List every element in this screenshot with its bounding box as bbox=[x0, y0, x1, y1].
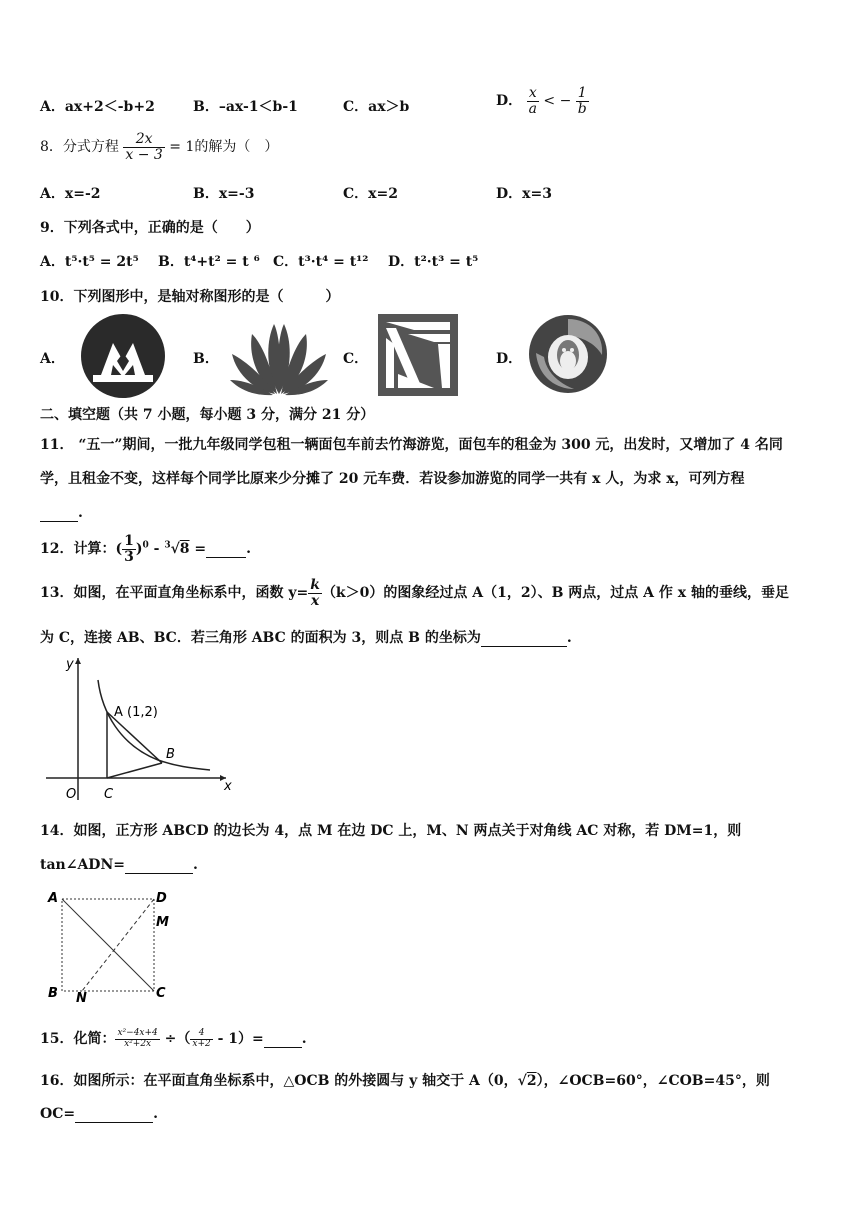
q8-stem: 8．分式方程 $\frac{2x}{x - 3}$ = 1的解为（ ） bbox=[40, 131, 279, 163]
q10-option-b-label[interactable]: B． bbox=[193, 351, 219, 367]
logo-d-image[interactable] bbox=[528, 313, 608, 395]
q14-line2: tan∠ADN= . bbox=[40, 857, 198, 873]
label-o: O bbox=[66, 787, 77, 802]
q15-fraction-1: $\frac{\text{x²−4x+4}}{\text{x²+2x}}$ bbox=[117, 1028, 158, 1049]
q11-answer-row: . bbox=[40, 505, 83, 522]
q7-d-lt: < − bbox=[543, 93, 572, 110]
logo-c-image[interactable] bbox=[378, 314, 458, 396]
q7-option-b[interactable]: B．–ax-1＜b-1 bbox=[193, 99, 298, 115]
section-2-heading: 二、填空题（共 7 小题，每小题 3 分，满分 21 分） bbox=[40, 407, 375, 423]
q14-figure bbox=[40, 884, 190, 1008]
diagonal-ac bbox=[62, 899, 154, 991]
q9-stem: 9．下列各式中，正确的是（ ） bbox=[40, 220, 260, 236]
q9-option-b[interactable]: B．t⁴+t² = t ⁶ bbox=[158, 254, 260, 270]
label-c: C bbox=[104, 787, 114, 802]
q13-fraction: $\frac{k}{x}$ bbox=[310, 577, 320, 609]
q11-line2: 学，且租金不变，这样每个同学比原来少分摊了 20 元车费．若设参加游览的同学一共有 x 人，为求 x，可列方程 bbox=[40, 471, 745, 487]
q7-option-c[interactable]: C．ax＞b bbox=[343, 99, 410, 115]
q16-answer-blank[interactable] bbox=[75, 1106, 153, 1123]
q10-option-a-label[interactable]: A． bbox=[40, 351, 65, 367]
label-b: B bbox=[166, 747, 175, 762]
q8-option-b[interactable]: B．x=-3 bbox=[193, 186, 255, 202]
label-n: N bbox=[76, 991, 87, 1006]
q15-answer-blank[interactable] bbox=[264, 1031, 302, 1048]
q14-line1: 14．如图，正方形 ABCD 的边长为 4，点 M 在边 DC 上，M、N 两点关于对角线 AC 对称，若 DM=1，则 bbox=[40, 823, 742, 839]
q15-stem: 15．化简： $\frac{\text{x²−4x+4}}{\text{x²+2x}}$ ÷（ $\frac{4}{x+2}$ - 1）= . bbox=[40, 1028, 307, 1049]
label-d: D bbox=[156, 891, 167, 906]
q13-line1: 13．如图，在平面直角坐标系中，函数 y= $\frac{k}{x}$ （k＞0）的图象经过点 A（1，2）、B 两点，过点 A 作 x 轴的垂线，垂足 bbox=[40, 577, 790, 609]
q12-fraction: $\frac{1}{3}$ bbox=[124, 533, 134, 565]
logo-a-image[interactable] bbox=[79, 313, 167, 399]
q16-sqrt: √2 bbox=[517, 1073, 537, 1089]
y-axis-arrow bbox=[75, 658, 81, 664]
q8-option-d[interactable]: D．x=3 bbox=[496, 186, 552, 202]
q13-line2: 为 C，连接 AB、BC．若三角形 ABC 的面积为 3，则点 B 的坐标为 . bbox=[40, 630, 572, 646]
q7-d-label: D． bbox=[496, 93, 523, 110]
q8-option-a[interactable]: A．x=-2 bbox=[40, 186, 101, 202]
q9-option-a[interactable]: A．t⁵·t⁵ = 2t⁵ bbox=[40, 254, 139, 270]
q14-answer-blank[interactable] bbox=[125, 857, 193, 874]
label-b: B bbox=[48, 986, 58, 1001]
q16-line2: OC= . bbox=[40, 1106, 158, 1122]
q13-answer-blank[interactable] bbox=[481, 630, 567, 647]
q10-option-c-label[interactable]: C． bbox=[343, 351, 369, 367]
q10-stem: 10．下列图形中，是轴对称图形的是（ ） bbox=[40, 289, 340, 305]
q16-line1: 16．如图所示：在平面直角坐标系中，△OCB 的外接圆与 y 轴交于 A（0，√2），∠OCB=60°，∠COB=45°，则 bbox=[40, 1073, 770, 1089]
q12-answer-blank[interactable] bbox=[206, 541, 246, 558]
q11-line1: 11． “五一”期间，一批九年级同学包租一辆面包车前去竹海游览，面包车的租金为 300 元，出发时，又增加了 4 名同 bbox=[40, 437, 783, 453]
label-y: y bbox=[66, 657, 74, 672]
segment-bc bbox=[107, 763, 162, 778]
q10-option-d-label[interactable]: D． bbox=[496, 351, 523, 367]
logo-b-image[interactable] bbox=[228, 316, 330, 396]
q11-answer-blank[interactable] bbox=[40, 505, 78, 522]
q7-d-frac-1-b: $\frac{1}{b}$ bbox=[577, 85, 587, 117]
q12-stem: 12．计算：( $\frac{1}{3}$ )$^0$ - $^3$√8 = . bbox=[40, 533, 252, 565]
label-m: M bbox=[156, 915, 169, 930]
q15-fraction-2: $\frac{4}{x+2}$ bbox=[192, 1028, 211, 1049]
q13-figure bbox=[40, 650, 240, 810]
q9-option-c[interactable]: C．t³·t⁴ = t¹² bbox=[273, 254, 369, 270]
q7-option-d[interactable] bbox=[496, 86, 589, 116]
label-a: A (1,2) bbox=[114, 705, 158, 720]
segment-dn bbox=[82, 899, 154, 991]
q9-option-d[interactable]: D．t²·t³ = t⁵ bbox=[388, 254, 479, 270]
q8-option-c[interactable]: C．x=2 bbox=[343, 186, 398, 202]
q7-d-frac-x-a: $\frac{x}{a}$ bbox=[528, 85, 537, 117]
label-x: x bbox=[224, 779, 232, 794]
q12-cube-root: √8 bbox=[170, 541, 190, 558]
q7-option-a[interactable]: A．ax+2＜-b+2 bbox=[40, 99, 155, 115]
label-c: C bbox=[156, 986, 166, 1001]
q8-fraction: $\frac{2x}{x - 3}$ bbox=[125, 131, 163, 163]
label-a: A bbox=[48, 891, 59, 906]
